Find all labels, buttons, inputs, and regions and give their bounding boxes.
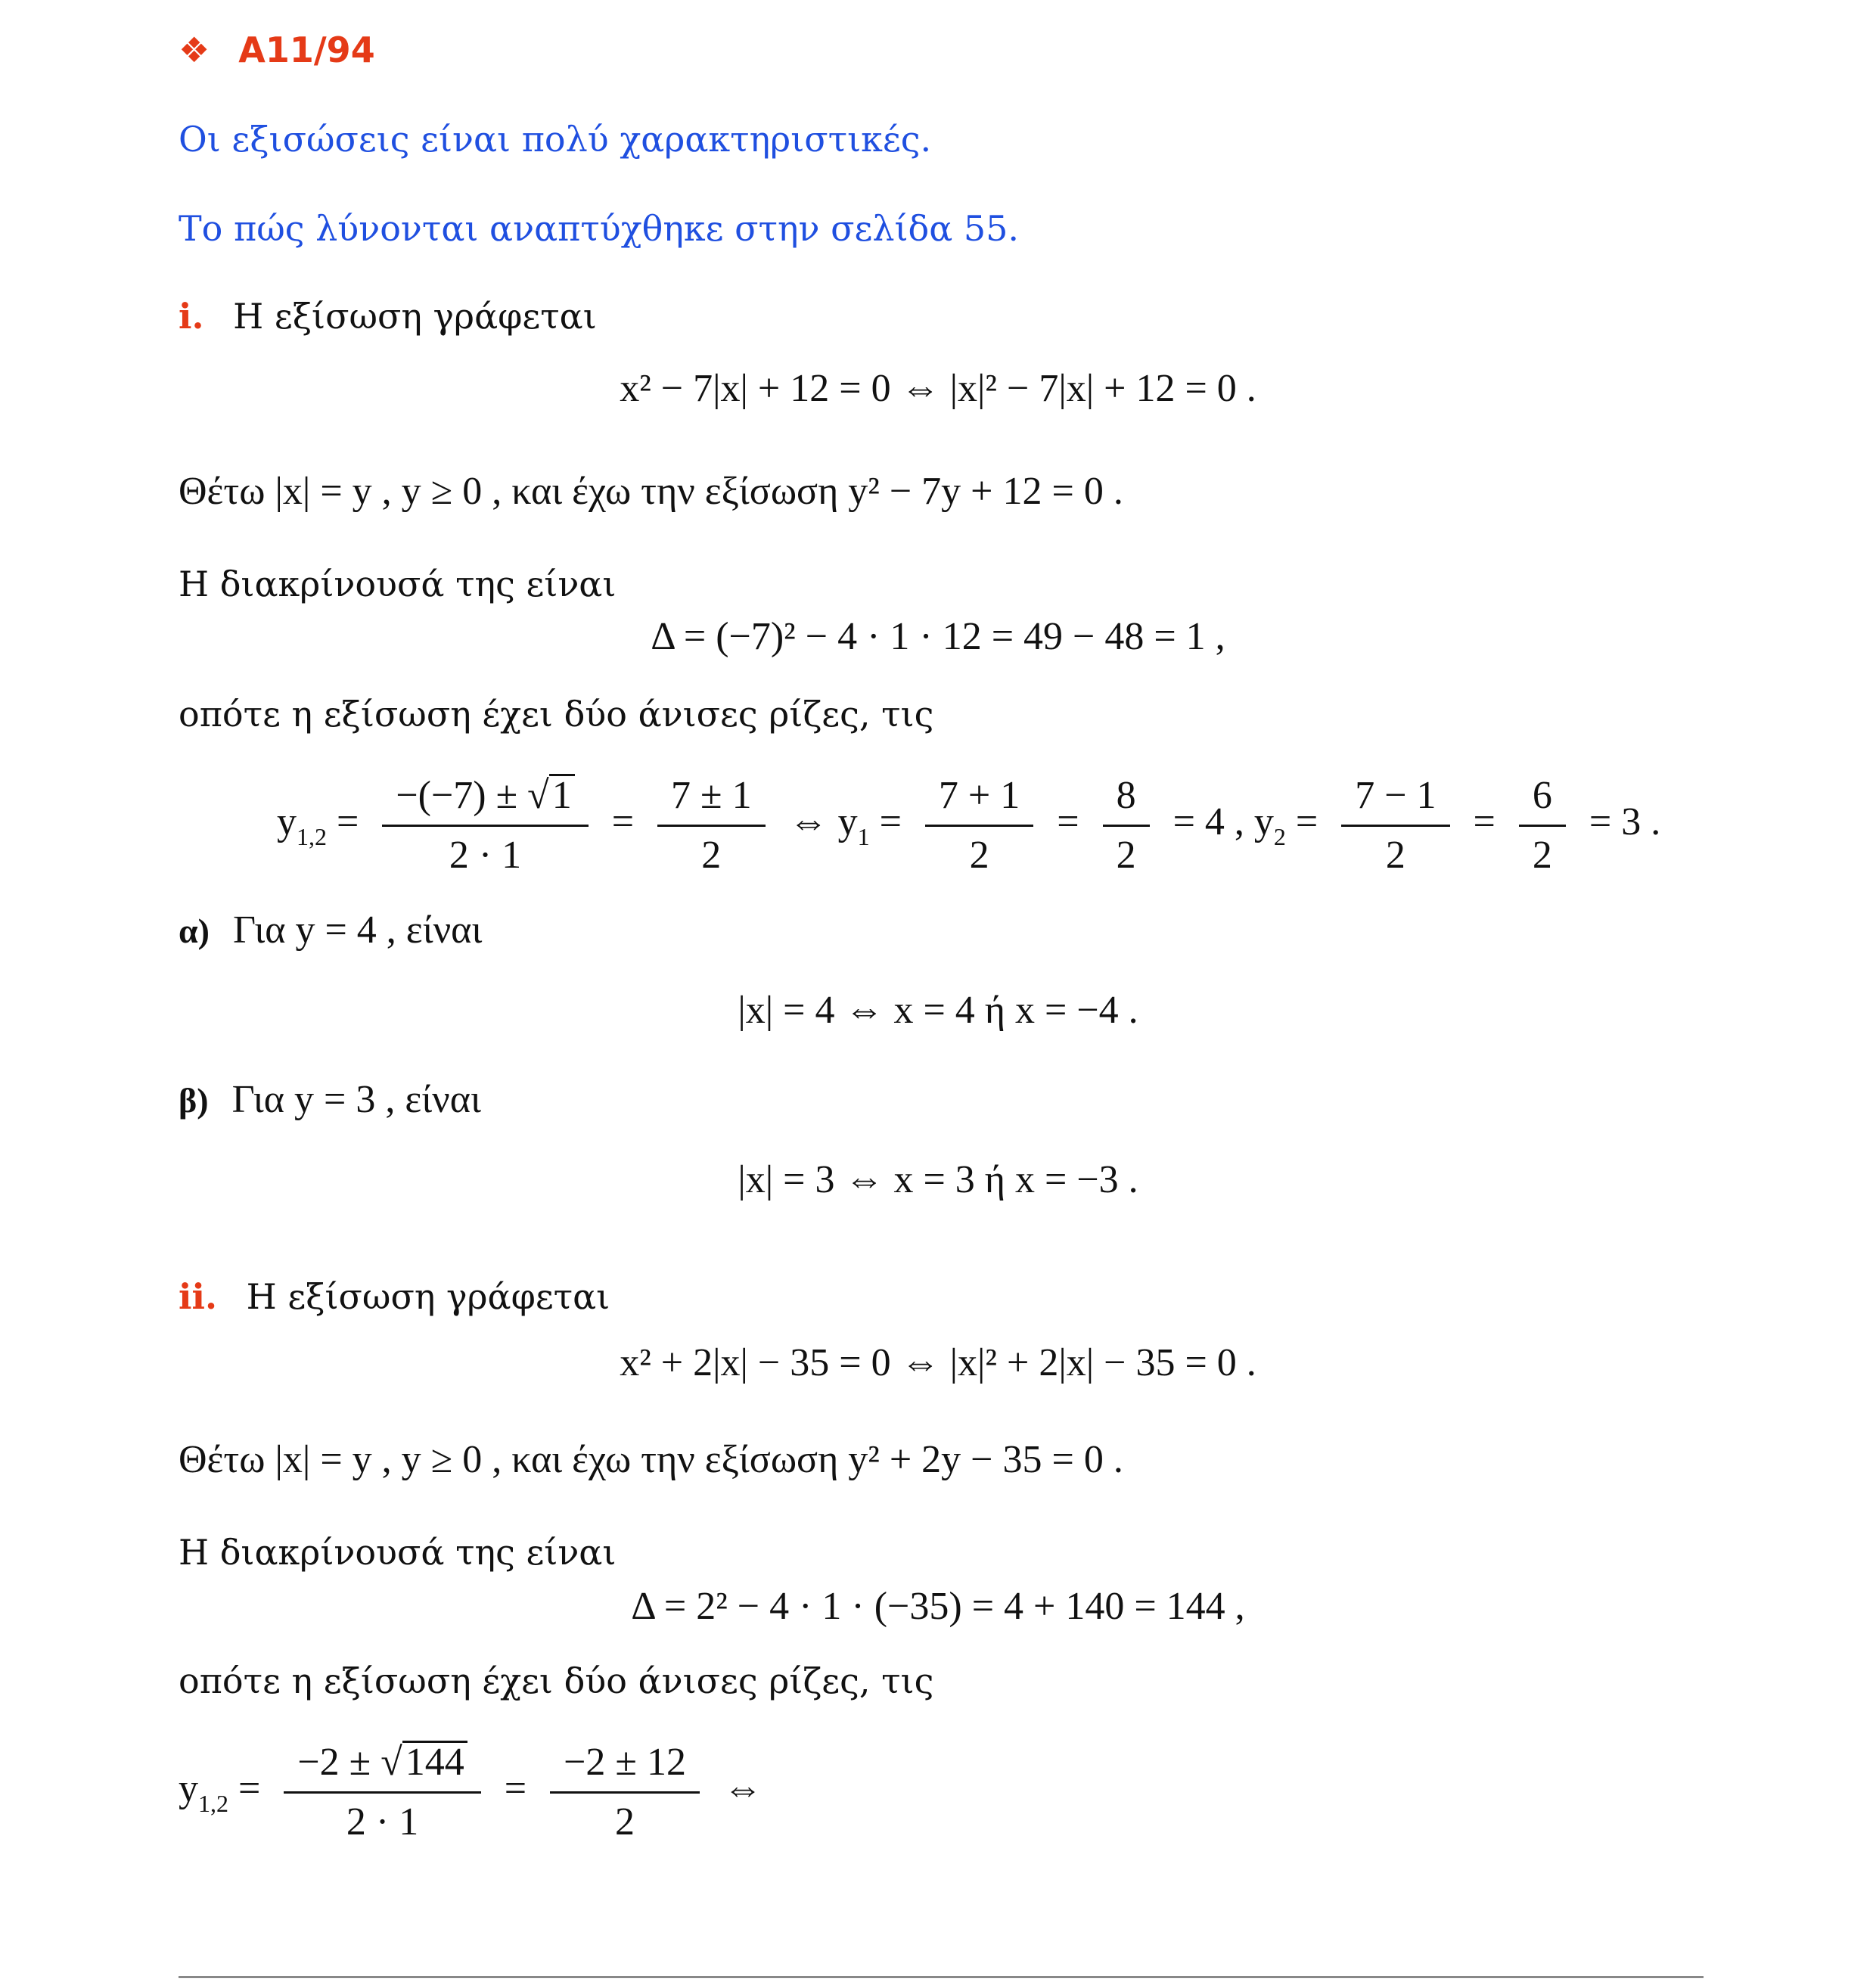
part-ii-lead <box>179 1277 610 1317</box>
part-i-roots-formula: $y_{1,2}$ = $\frac{-(-7) \pm √1}{2 \cdot 1}$ = $\frac{7 \pm 1}{2}$ ⇔ $y_1$ = $\frac{7 + 1}{2}$ = $\frac{8}{2}$ = 4 , $y_2$ = $\frac{7 - 1}{2}$ = $\frac{6}{2}$ = 3 . <box>277 774 1661 877</box>
roots-lhs: $y_{1,2}$ <box>179 1767 228 1818</box>
part-i-discriminant-lead: Η διακρίνουσά της είναι <box>179 564 617 604</box>
part-ii-substitution: Θέτω |x| = y , y ≥ 0 , και έχω την εξίσωση y² + 2y − 35 = 0 . <box>179 1438 1123 1481</box>
case-b-line <box>179 1077 481 1123</box>
part-ii-main-equation: x² + 2|x| − 35 = 0 ⇔ |x|² + 2|x| − 35 = 0 . <box>620 1341 1256 1384</box>
fraction-y1: $\frac{7 + 1}{2}$ <box>925 773 1033 878</box>
part-i-substitution: Θέτω |x| = y , y ≥ 0 , και έχω την εξίσωση y² − 7y + 12 = 0 . <box>179 470 1123 513</box>
part-i-lead-text: Η εξίσωση γράφεται <box>233 296 597 337</box>
part-i-label: i. <box>179 296 204 337</box>
roots-lhs: $y_{1,2}$ <box>277 800 327 851</box>
fraction-y2: $\frac{7 - 1}{2}$ <box>1341 773 1449 878</box>
part-ii-lead-text: Η εξίσωση γράφεται <box>246 1276 610 1317</box>
case-b-text: Για y = 3 , είναι <box>231 1078 481 1121</box>
part-ii-discriminant-equation: Δ = 2² − 4 · 1 · (−35) = 4 + 140 = 144 , <box>631 1585 1245 1628</box>
part-i-main-equation: x² − 7|x| + 12 = 0 ⇔ |x|² − 7|x| + 12 = 0 . <box>620 367 1256 410</box>
part-ii-discriminant-lead: Η διακρίνουσά της είναι <box>179 1532 617 1573</box>
footer-divider <box>179 1976 1704 1978</box>
case-a-equation: |x| = 4 ⇔ x = 4 ή x = −4 . <box>738 989 1138 1032</box>
exercise-heading <box>179 30 375 70</box>
part-i-roots-lead: οπότε η εξίσωση έχει δύο άνισες ρίζες, τις <box>179 694 934 735</box>
case-a-line <box>179 908 482 953</box>
case-a-text: Για y = 4 , είναι <box>233 909 483 952</box>
case-b-equation: |x| = 3 ⇔ x = 3 ή x = −3 . <box>738 1158 1138 1201</box>
part-ii-label: ii. <box>179 1276 217 1317</box>
part-i-lead <box>179 297 597 337</box>
fraction-simplified: $\frac{-2 \pm 12}{2}$ <box>550 1740 700 1845</box>
part-ii-roots-formula: $y_{1,2}$ = $\frac{-2 \pm √144}{2 \cdot 1}$ = $\frac{-2 \pm 12}{2}$ ⇔ <box>179 1741 763 1844</box>
part-ii-roots-lead: οπότε η εξίσωση έχει δύο άνισες ρίζες, τις <box>179 1660 934 1701</box>
case-b-label: β) <box>179 1081 209 1120</box>
exercise-title: Α11/94 <box>238 30 375 70</box>
diamond-bullet-icon: ❖ <box>179 30 210 70</box>
intro-line-2: Το πώς λύνονται αναπτύχθηκε στην σελίδα 55. <box>179 208 1020 249</box>
intro-line-1: Οι εξισώσεις είναι πολύ χαρακτηριστικές. <box>179 119 932 160</box>
fraction-y2-reduced: $\frac{6}{2}$ <box>1519 773 1566 878</box>
fraction-quadratic-formula: $\frac{-2 \pm √144}{2 \cdot 1}$ <box>284 1740 480 1845</box>
case-a-label: α) <box>179 912 210 950</box>
fraction-y1-reduced: $\frac{8}{2}$ <box>1103 773 1150 878</box>
fraction-simplified: $\frac{7 \pm 1}{2}$ <box>657 773 766 878</box>
part-i-discriminant-equation: Δ = (−7)² − 4 · 1 · 12 = 49 − 48 = 1 , <box>651 615 1225 658</box>
fraction-quadratic-formula: $\frac{-(-7) \pm √1}{2 \cdot 1}$ <box>382 773 588 878</box>
